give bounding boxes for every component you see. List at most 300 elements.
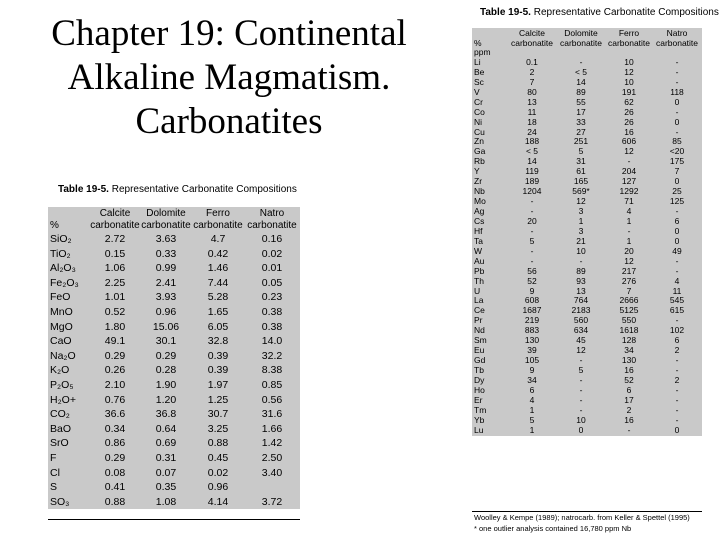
table-cell: 276 [621,276,637,286]
table-cell: 4 [529,395,535,405]
table-cell: Natro [666,28,688,38]
row-label: Fe₂O₃ [50,276,79,289]
table-cell: 49 [672,246,682,256]
table-cell: 0.39 [207,349,229,362]
table-cell [652,48,702,58]
table-cell: 0.41 [104,481,126,494]
table-row [472,207,702,217]
table-cell: 0.05 [261,276,283,289]
table-row [472,118,702,128]
table-cell: 0.52 [104,305,126,318]
table-cell: 2.41 [155,276,177,289]
table-cell: < 5 [525,147,539,157]
table-cell: 119 [525,167,539,177]
table-cell: - [675,107,679,117]
table-row [472,88,702,98]
table-row [472,287,702,297]
table-cell [606,48,652,58]
table-row [472,78,702,88]
table-cell: 20 [624,246,634,256]
row-label: Zr [474,177,483,187]
table-cell: 93 [576,276,586,286]
table-cell: 1.80 [104,320,126,333]
table-cell: 17 [576,107,586,117]
row-label: Rb [474,157,485,167]
table-cell: 12 [624,67,634,77]
table-cell: 1.65 [207,305,229,318]
row-label: Au [474,256,485,266]
table-row [472,346,702,356]
table-cell: 6 [674,336,680,346]
table-cell: carbonatite [510,38,554,48]
table-cell: 14 [527,157,537,167]
table-cell: 5 [529,415,535,425]
table-cell: 12 [624,147,634,157]
table-cell: 2666 [619,296,639,306]
row-label: Al₂O₃ [50,262,76,275]
row-label: SiO₂ [50,233,72,245]
table-row [472,167,702,177]
table-row [472,326,702,336]
table-cell: 4 [626,207,632,216]
table-cell: carbonatite [247,220,297,231]
table-row [48,393,300,408]
table-cell: 1204 [522,187,542,197]
table-cell: 0.56 [261,393,283,406]
table-cell: 1.46 [207,262,229,275]
table-cell: 1292 [619,187,639,197]
table-cell: 1.66 [261,422,283,435]
table-cell: 550 [621,316,637,326]
table-cell: - [530,197,534,207]
row-label: Tb [474,366,484,375]
table-cell: 0.28 [155,364,177,377]
table-cell: 219 [524,316,540,326]
table-cell: 0.26 [104,364,126,377]
table-cell: 0.76 [104,393,126,406]
slide-title-line-3: Carbonatites [135,101,323,142]
table-cell: 30.7 [207,408,229,421]
row-label: W [474,246,483,256]
table-cell: 204 [621,167,637,177]
row-label: K₂O [50,364,70,377]
table-cell: - [579,385,583,395]
table-cell: 49.1 [104,335,126,348]
table-cell: 615 [669,306,685,316]
table-row [472,267,702,277]
table-cell: 1.06 [104,262,126,275]
table-cell: 3 [578,226,584,236]
row-label: SrO [50,437,69,450]
table-cell: 52 [527,276,537,286]
table-cell: 10 [576,415,586,425]
table-row [48,451,300,466]
table-cell: 33 [576,117,586,127]
table-row [472,137,702,147]
table-cell: 0 [674,425,680,435]
table-cell: - [675,256,679,266]
table-cell: 27 [576,127,586,137]
row-label: F [50,451,57,464]
table-cell: 2183 [571,306,591,316]
table-cell: 0.96 [155,305,177,318]
row-label: Nb [474,187,485,197]
table-cell: 545 [669,296,685,306]
row-label: Na₂O [50,349,76,362]
table-cell: 32.2 [261,349,283,362]
table-cell: - [675,385,679,395]
table-cell: 0.29 [104,349,126,362]
slide-title-line-2: Alkaline Magmatism. [67,57,391,98]
table-row [472,147,702,157]
table-cell: 1.25 [207,393,229,406]
table-cell: 31.6 [261,408,283,421]
row-label: Zn [474,137,484,147]
table-cell: 12 [624,256,634,266]
table-footnote: * one outlier analysis contained 16,780 ppm Nb [474,524,632,533]
table-cell: 1.90 [155,378,177,391]
caption-text: Representative Carbonatite Compositions [108,184,297,195]
table-cell: 13 [527,97,537,107]
table-cell: 0.29 [104,451,126,464]
table-row [472,128,702,138]
row-label: % [474,38,482,48]
table-cell: 71 [624,197,634,207]
table-cell: 1.97 [207,378,229,391]
table-cell: 0.38 [261,320,283,333]
table-cell: 0.29 [155,349,177,362]
table-cell: 2 [626,405,632,415]
table-cell: 2 [529,67,535,77]
table-cell [556,48,606,58]
row-label: TiO₂ [50,247,71,260]
table-cell: 3.40 [261,466,283,479]
table-cell: 0.42 [207,247,229,260]
row-label: CO₂ [50,408,70,421]
table-cell: 130 [621,356,637,366]
table-cell: 608 [524,296,540,306]
table-cell: 0.64 [155,422,177,435]
row-label: Hf [474,226,483,236]
table-cell: 13 [576,286,586,296]
row-label: MgO [50,320,73,333]
table-cell: 0.38 [261,305,283,318]
row-label: S [50,481,58,494]
table-row [472,108,702,118]
table-cell: - [675,207,679,216]
row-label: Y [474,167,480,177]
table-cell: Dolomite [564,28,598,38]
table-row [48,247,300,262]
table-cell: - [675,67,679,77]
table-cell: 15.06 [152,320,180,333]
table-cell: 0.07 [155,466,177,479]
table-row [472,187,702,197]
table-row [48,363,300,378]
table-cell: 1618 [619,326,639,336]
table-cell: 0.1 [526,57,538,67]
table-cell: 6 [674,216,680,226]
table-cell: 191 [621,87,637,97]
table-cell: Calcite [99,208,131,219]
table-cell: 2.25 [104,276,126,289]
row-label: U [474,286,481,296]
table-row [472,257,702,267]
table-cell: 5125 [619,306,639,316]
table-cell: - [627,425,631,435]
table-cell: 4.14 [207,495,229,508]
row-label: Sm [474,336,487,346]
table-row [48,320,300,335]
table-cell [244,480,300,495]
table-cell: - [627,157,631,167]
table-cell: 0.99 [155,262,177,275]
table-cell: 6 [529,385,535,395]
header-row [48,220,300,232]
table-cell: 52 [624,375,634,385]
row-label: Cr [474,97,483,107]
trace-table-caption [480,7,719,18]
row-label: Sc [474,77,484,87]
table-row [472,177,702,187]
table-row [472,58,702,68]
table-cell: 11 [527,107,537,117]
table-row [472,336,702,346]
table-cell: - [675,77,679,87]
trace-element-table [472,28,702,436]
table-cell: 0.88 [104,495,126,508]
table-cell: 3.72 [261,495,283,508]
table-row [472,306,702,316]
table-cell: - [579,375,583,385]
table-cell: 128 [621,336,637,346]
table-cell: 2.10 [104,378,126,391]
row-label: Pr [474,316,483,326]
header-row [472,38,702,48]
row-label: Ag [474,207,485,216]
table-cell: 39 [527,346,537,356]
table-cell: 1 [529,405,535,415]
table-cell: 1.20 [155,393,177,406]
table-cell: 26 [624,117,634,127]
row-label: Ce [474,306,485,316]
table-cell: 12 [576,346,586,356]
table-row [472,217,702,227]
table-cell: 30.1 [155,335,177,348]
table-row [472,316,702,326]
row-label [48,207,90,220]
table-cell: 0.33 [155,247,177,260]
table-cell: 0.15 [104,247,126,260]
row-label: Co [474,107,485,117]
row-label: Tm [474,405,487,415]
row-label: Ho [474,385,485,395]
table-row [472,416,702,426]
table-row [472,68,702,78]
table-cell: 7.44 [207,276,229,289]
table-cell: 1 [529,425,535,435]
table-cell: 7 [626,286,632,296]
table-cell: 2 [674,346,680,356]
table-cell: 3.93 [155,291,177,304]
table-cell: - [579,405,583,415]
row-label: Cl [50,466,60,479]
table-cell: 89 [576,266,586,276]
table-cell: 1.42 [261,437,283,450]
row-label: Ni [474,117,483,127]
table-row [48,480,300,495]
table-cell: 0.02 [207,466,229,479]
table-cell: 62 [624,97,634,107]
row-label: FeO [50,291,71,304]
table-cell: - [579,57,583,67]
header-row [48,207,300,220]
table-cell: 7 [529,77,535,87]
table-row [472,296,702,306]
table-cell: 80 [527,87,537,97]
table-cell: 14.0 [261,335,283,348]
table-row [48,422,300,437]
table-row [48,334,300,349]
table-cell: 34 [527,375,537,385]
table-cell: 89 [576,87,586,97]
table-cell: 569* [572,187,590,197]
row-label: CaO [50,335,72,348]
table-cell: 16 [624,415,634,425]
table-cell: < 5 [574,67,588,77]
row-label: ppm [474,48,491,57]
table-row [472,48,702,58]
table-cell: 2.72 [104,233,126,245]
table-cell: Ferro [618,28,640,38]
table-cell: 18 [527,117,537,127]
table-row [48,232,300,247]
caption-label: Table 19-5. [58,184,109,195]
table-cell: 6 [626,385,632,395]
row-label: Yb [474,415,485,425]
table-cell: 0.01 [261,262,283,275]
table-cell: 5 [529,236,535,246]
table-row [48,436,300,451]
table-cell: 0.96 [207,481,229,494]
table-cell: 16 [624,127,634,137]
table-cell: 3.63 [155,233,177,245]
table-cell: 165 [573,177,589,187]
row-label: Cu [474,127,485,137]
table-row [472,247,702,257]
table-row [48,349,300,364]
table-cell: 0.08 [104,466,126,479]
table-cell: 0 [674,97,680,107]
row-label [472,28,508,38]
row-label: Nd [474,326,485,336]
table-cell: Ferro [206,208,230,219]
table-row [48,305,300,320]
table-cell: 606 [621,137,637,147]
table-cell: - [530,207,534,216]
table-bottom-rule [48,519,300,520]
table-cell: 217 [621,266,637,276]
table-cell: 0 [674,177,680,187]
table-cell: 3 [578,207,584,216]
table-cell: 10 [576,246,586,256]
table-cell: 0.35 [155,481,177,494]
table-cell: - [530,246,534,256]
row-label: Gd [474,356,486,366]
table-cell: - [530,226,534,236]
table-cell: - [579,256,583,266]
table-cell: 32.8 [207,335,229,348]
row-label: Th [474,276,484,286]
caption-label: Table 19-5. [480,7,531,18]
row-label: Dy [474,375,485,385]
major-element-table [48,207,300,509]
table-footnote: Woolley & Kempe (1989); natrocarb. from Keller & Spettel (1995) [474,513,690,522]
row-label: % [50,220,59,231]
row-label: Pb [474,266,485,276]
table-cell: 0.69 [155,437,177,450]
major-table-caption [58,184,297,195]
table-cell: 61 [576,167,586,177]
table-cell: 31 [576,157,586,167]
row-label: SO₃ [50,495,70,508]
table-cell: 2 [674,375,680,385]
table-cell: - [675,316,679,326]
row-label: Be [474,67,485,77]
table-cell: 0.34 [104,422,126,435]
table-cell: 0.31 [155,451,177,464]
table-bottom-rule [472,511,702,512]
table-cell: carbonatite [607,38,651,48]
table-cell: 189 [524,177,540,187]
table-row [48,495,300,510]
table-cell: 1687 [522,306,542,316]
table-cell: 118 [670,87,684,97]
table-cell: 0.85 [261,378,283,391]
table-row [48,378,300,393]
table-cell: 5 [578,366,584,375]
table-cell: 1.01 [104,291,126,304]
table-cell: - [675,57,679,67]
table-cell: 25 [672,187,682,197]
table-cell: 5.28 [207,291,229,304]
table-row [472,406,702,416]
table-cell: 6.05 [207,320,229,333]
row-label: V [474,87,480,97]
row-label: Li [474,57,481,67]
table-cell: 20 [527,216,537,226]
row-label: BaO [50,422,72,435]
table-cell: 36.8 [155,408,177,421]
table-cell: 45 [576,336,586,346]
table-row [472,356,702,366]
table-cell: <20 [669,147,685,157]
table-cell: 34 [624,346,634,356]
table-row [472,227,702,237]
table-cell: - [675,395,679,405]
header-row [472,28,702,38]
table-cell: 85 [672,137,682,147]
table-cell: - [627,226,631,236]
table-cell: carbonatite [141,220,191,231]
table-cell: carbonatite [559,38,603,48]
table-cell: 1.08 [155,495,177,508]
table-row [472,98,702,108]
table-cell: 12 [576,197,586,207]
table-cell: - [675,266,679,276]
table-cell: 188 [524,137,540,147]
table-cell: 0 [674,117,680,127]
